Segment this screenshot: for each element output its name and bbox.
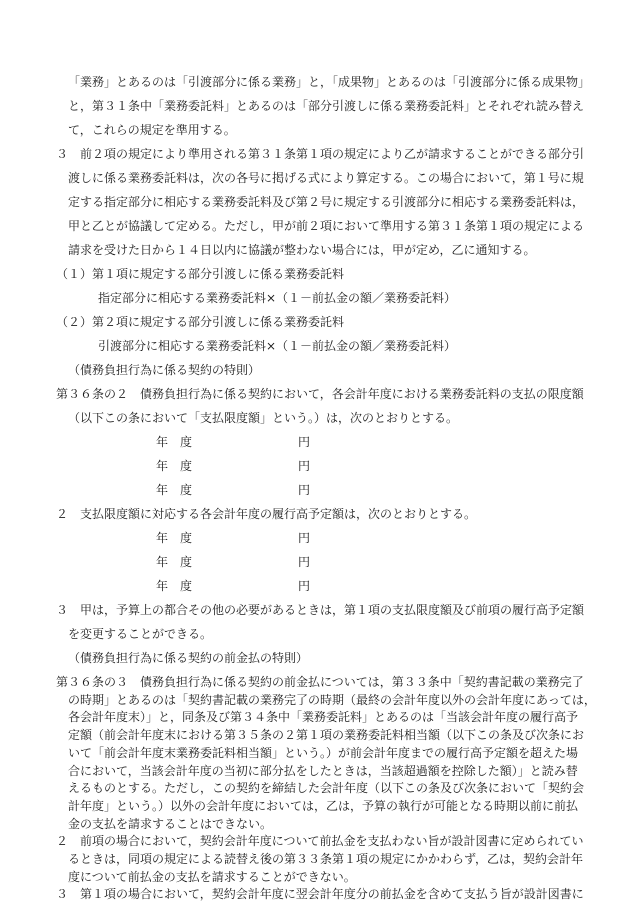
text-line: えるものとする。ただし，この契約を締結した会計年度（以下この条及び次条において「契約会 [68, 781, 585, 796]
text-line: ３ 第１項の場合において，契約会計年度に翌会計年度分の前払金を含めて支払う旨が設計図書に [56, 887, 584, 902]
text-line: （１）第１項に規定する部分引渡しに係る業務委託料 [56, 267, 345, 281]
article-line: 第３６条の３ 債務負担行為に係る契約の前金払については，第３３条中「契約書記載の業務完了 [56, 675, 584, 689]
text-line: 合において，当該会計年度の当初に部分払をしたときは，当該超過額を控除した額）」と読み替 [68, 763, 578, 778]
table2-unit: 円 [298, 555, 311, 569]
text-line: （２）第２項に規定する部分引渡しに係る業務委託料 [56, 315, 345, 329]
text-line: 計年度」という。）以外の会計年度においては，乙は，予算の執行が可能となる時期以前に前払 [68, 798, 579, 813]
text-line: 「業務」とあるのは「引渡部分に係る業務」と，「成果物」とあるのは「引渡部分に係る成果物」 [68, 75, 591, 89]
table2-year: 年 度 [156, 579, 193, 593]
article-line: 第３６条の２ 債務負担行為に係る契約において，各会計年度における業務委託料の支払の限度額 [56, 387, 584, 401]
formula-line: 指定部分に相応する業務委託料×（１－前払金の額／業務委託料） [98, 291, 457, 305]
text-line: 金の支払を請求することはできない。 [68, 816, 273, 831]
text-line: 度について前払金の支払を請求することができない。 [68, 869, 356, 884]
text-line: を変更することができる。 [68, 627, 213, 641]
text-line: と，第３１条中「業務委託料」とあるのは「部分引渡しに係る業務委託料」とそれぞれ読み替え [68, 99, 585, 113]
text-line: の時期」とあるのは「契約書記載の業務完了の時期（最終の会計年度以外の会計年度にあっては， [68, 692, 596, 707]
text-line: ３ 甲は，予算上の都合その他の必要があるときは，第１項の支払限度額及び前項の履行高予定額 [56, 603, 585, 617]
text-line: ２ 支払限度額に対応する各会計年度の履行高予定額は，次のとおりとする。 [56, 507, 477, 521]
text-line: 定する指定部分に相応する業務委託料及び第２号に規定する引渡部分に相応する業務委託料は， [68, 195, 585, 209]
table1-unit: 円 [298, 483, 311, 497]
table2-unit: 円 [298, 579, 311, 593]
table1-year: 年 度 [156, 435, 193, 449]
table1-unit: 円 [298, 435, 311, 449]
table1-unit: 円 [298, 459, 311, 473]
table2-year: 年 度 [156, 531, 193, 545]
text-line: （以下この条において「支払限度額」という。）は，次のとおりとする。 [68, 411, 459, 425]
table1-year: 年 度 [156, 459, 193, 473]
text-line: 甲と乙とが協議して定める。ただし，甲が前２項において準用する第３１条第１項の規定による [68, 219, 585, 233]
formula-line: 引渡部分に相応する業務委託料×（１－前払金の額／業務委託料） [98, 339, 457, 353]
text-line: 請求を受けた日から１４日以内に協議が整わない場合には，甲が定め，乙に通知する。 [68, 243, 536, 257]
text-line: いて「前会計年度末業務委託料相当額」という。）が前会計年度までの履行高予定額を超えた場 [68, 745, 579, 760]
text-line: ２ 前項の場合において，契約会計年度について前払金を支払わない旨が設計図書に定められてい [56, 834, 584, 849]
text-line: 渡しに係る業務委託料は，次の各号に掲げる式により算定する。この場合において，第１号に規 [68, 171, 584, 185]
text-line: 定額（前会計年度末における第３５条の２第１項の業務委託料相当額（以下この条及び次条にお [68, 728, 585, 743]
text-line: て，これらの規定を準用する。 [68, 123, 236, 137]
section-heading: （債務負担行為に係る契約の前金払の特則） [68, 651, 309, 665]
table2-unit: 円 [298, 531, 311, 545]
table1-year: 年 度 [156, 483, 193, 497]
section-heading: （債務負担行為に係る契約の特則） [68, 363, 261, 377]
text-line: るときは，同項の規定による読替え後の第３３条第１項の規定にかかわらず，乙は，契約会計年 [68, 852, 584, 866]
text-line: 各会計年度末）」と，同条及び第３４条中「業務委託料」とあるのは「当該会計年度の履行高予 [68, 710, 579, 725]
table2-year: 年 度 [156, 555, 193, 569]
text-line: ３ 前２項の規定により準用される第３１条第１項の規定により乙が請求することができる部分引 [56, 147, 585, 161]
